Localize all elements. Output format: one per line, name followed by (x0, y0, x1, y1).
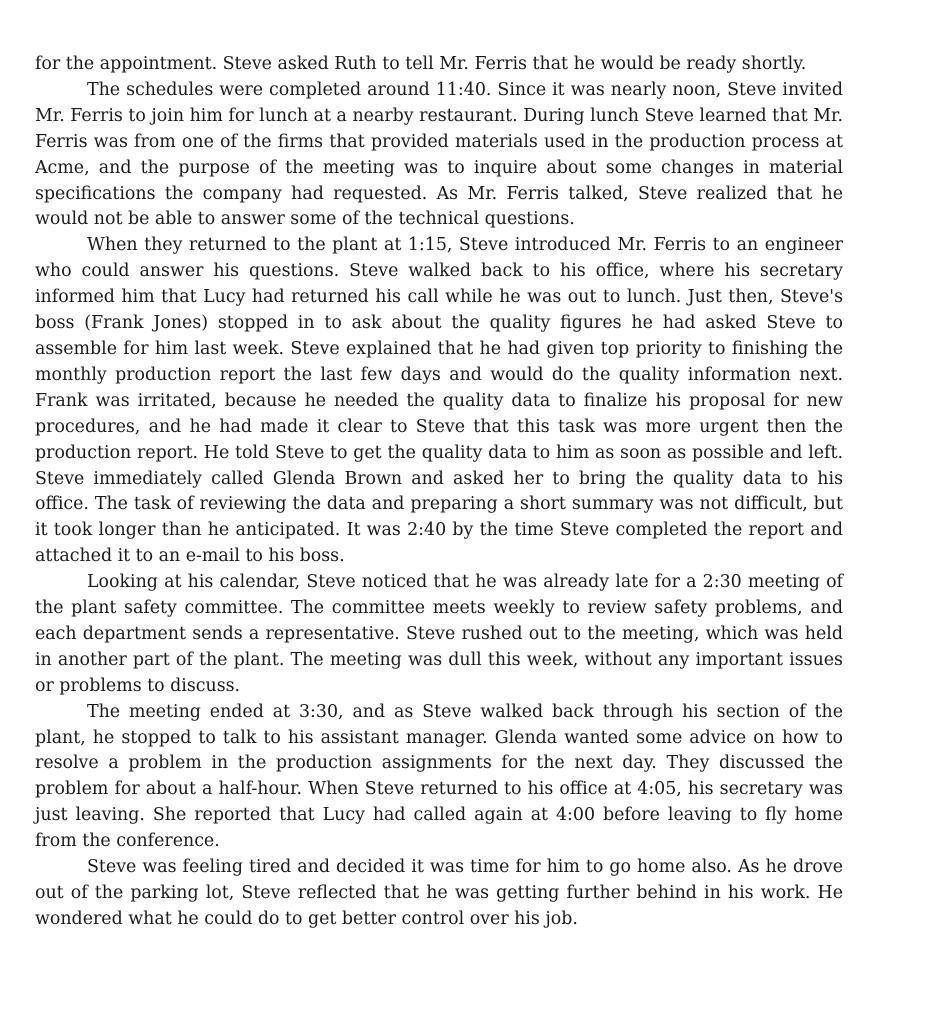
paragraph-5: The meeting ended at 3:30, and as Steve walked back through his section of the plant, he stopped to talk to his assistant manager. Glenda wanted some advice on how to resolve a problem in the production assignments for the next day. They discussed the problem for about a half-hour. When Steve returned to his office at 4:05, his secretary was just leaving. She reported that Lucy had called again at 4:00 before leaving to fly home from the conference. (35, 701, 843, 852)
document-page (35, 52, 843, 933)
paragraph-3: When they returned to the plant at 1:15, Steve introduced Mr. Ferris to an engineer who could answer his questions. Steve walked back to his office, where his secretary informed him that Lucy had returned his call while he was out to lunch. Just then, Steve's boss (Frank Jones) stopped in to ask about the quality figures he had asked Steve to assemble for him last week. Steve explained that he had given top priority to finishing the monthly production report the last few days and would do the quality information next. Frank was irritated, because he needed the quality data to finalize his proposal for new procedures, and he had made it clear to Steve that this task was more urgent then the production report. He told Steve to get the quality data to him as soon as possible and left. Steve immediately called Glenda Brown and asked her to bring the quality data to his office. The task of reviewing the data and preparing a short summary was not difficult, but it took longer than he anticipated. It was 2:40 by the time Steve completed the report and attached it to an e-mail to his boss. (35, 235, 843, 567)
paragraph-1: for the appointment. Steve asked Ruth to tell Mr. Ferris that he would be ready shortly. (35, 54, 807, 74)
paragraph-6: Steve was feeling tired and decided it was time for him to go home also. As he drove out of the parking lot, Steve reflected that he was getting further behind in his work. He wondered what he could do to get better control over his job. (35, 857, 843, 929)
paragraph-4: Looking at his calendar, Steve noticed that he was already late for a 2:30 meeting of the plant safety committee. The committee meets weekly to review safety problems, and each department sends a representative. Steve rushed out to the meeting, which was held in another part of the plant. The meeting was dull this week, without any important issues or problems to discuss. (35, 572, 843, 696)
paragraph-2: The schedules were completed around 11:40. Since it was nearly noon, Steve invited Mr. Ferris to join him for lunch at a nearby restaurant. During lunch Steve learned that Mr. Ferris was from one of the firms that provided materials used in the production process at Acme, and the purpose of the meeting was to inquire about some changes in material specifications the company had requested. As Mr. Ferris talked, Steve realized that he would not be able to answer some of the technical questions. (35, 79, 843, 230)
